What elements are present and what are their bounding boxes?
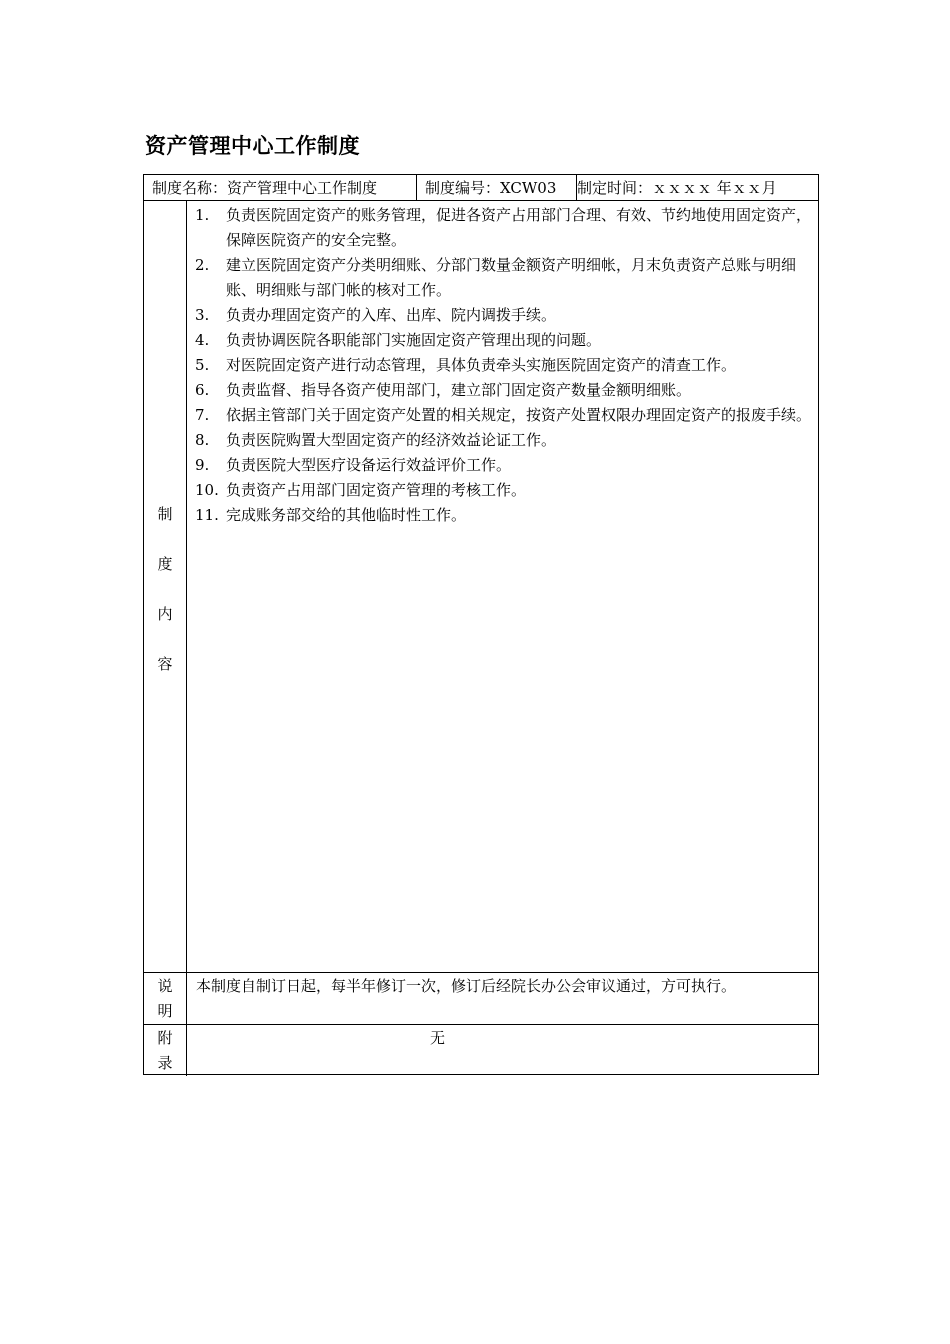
list-item (191, 203, 816, 253)
regulation-table (143, 174, 819, 1075)
note-label (144, 974, 186, 1024)
appendix-label (144, 1026, 186, 1076)
item-number: 5. (195, 356, 210, 374)
regulation-date-cell: 制定时间：ｘｘｘｘ 年ｘｘ月 (577, 179, 777, 197)
item-number: 2. (195, 256, 210, 274)
label-column-divider (186, 200, 187, 1076)
item-number: 1. (195, 206, 210, 224)
item-text: 建立医院固定资产分类明细账、分部门数量金额资产明细帐，月末负责资产总账与明细账、明细账与部门帐的核对工作。 (226, 256, 797, 299)
appendix-label-char: 录 (157, 1054, 173, 1072)
item-number: 7. (195, 406, 210, 424)
content-bottom-line (144, 972, 818, 973)
list-item (191, 328, 816, 353)
item-text: 负责医院大型医疗设备运行效益评价工作。 (226, 456, 512, 474)
list-item (191, 353, 816, 378)
item-number: 11. (195, 506, 219, 524)
regulation-code-cell: 制度编号：XCW03 (425, 179, 557, 197)
list-item (191, 403, 816, 428)
list-item (191, 478, 816, 503)
content-label-char: 度 (157, 555, 173, 573)
item-text: 负责协调医院各职能部门实施固定资产管理出现的问题。 (226, 331, 602, 349)
note-bottom-line (144, 1024, 818, 1025)
item-number: 4. (195, 331, 210, 349)
item-number: 3. (195, 306, 210, 324)
item-text: 依据主管部门关于固定资产处置的相关规定，按资产处置权限办理固定资产的报废手续。 (226, 406, 812, 424)
content-label-char: 容 (157, 655, 173, 673)
header-bottom-line (144, 200, 818, 201)
item-text: 负责医院购置大型固定资产的经济效益论证工作。 (226, 431, 557, 449)
list-item (191, 378, 816, 403)
item-number: 8. (195, 431, 210, 449)
note-label-char: 明 (157, 1002, 173, 1020)
item-text: 负责办理固定资产的入库、出库、院内调拨手续。 (226, 306, 557, 324)
note-text: 本制度自制订日起，每半年修订一次，修订后经院长办公会审议通过，方可执行。 (196, 977, 737, 995)
content-label-char: 内 (157, 605, 173, 623)
note-label-char: 说 (157, 977, 173, 995)
item-text: 负责监督、指导各资产使用部门，建立部门固定资产数量金额明细账。 (226, 381, 692, 399)
item-number: 6. (195, 381, 210, 399)
appendix-text: 无 (430, 1029, 446, 1047)
list-item (191, 253, 816, 303)
header-divider-1 (416, 175, 417, 200)
item-text: 负责医院固定资产的账务管理，促进各资产占用部门合理、有效、节约地使用固定资产，保障医院资产的安全完整。 (226, 206, 812, 249)
list-item (191, 453, 816, 478)
regulation-items-list (191, 203, 816, 528)
list-item (191, 503, 816, 528)
item-text: 对医院固定资产进行动态管理，具体负责牵头实施医院固定资产的清查工作。 (226, 356, 737, 374)
item-number: 10. (195, 481, 219, 499)
item-text: 完成账务部交给的其他临时性工作。 (226, 506, 467, 524)
content-label-char: 制 (157, 505, 173, 523)
appendix-label-char: 附 (157, 1029, 173, 1047)
list-item (191, 428, 816, 453)
item-number: 9. (195, 456, 210, 474)
list-item (191, 303, 816, 328)
document-title: 资产管理中心工作制度 (145, 134, 360, 158)
content-label (144, 502, 186, 702)
item-text: 负责资产占用部门固定资产管理的考核工作。 (226, 481, 527, 499)
regulation-name-cell: 制度名称：资产管理中心工作制度 (152, 179, 378, 197)
